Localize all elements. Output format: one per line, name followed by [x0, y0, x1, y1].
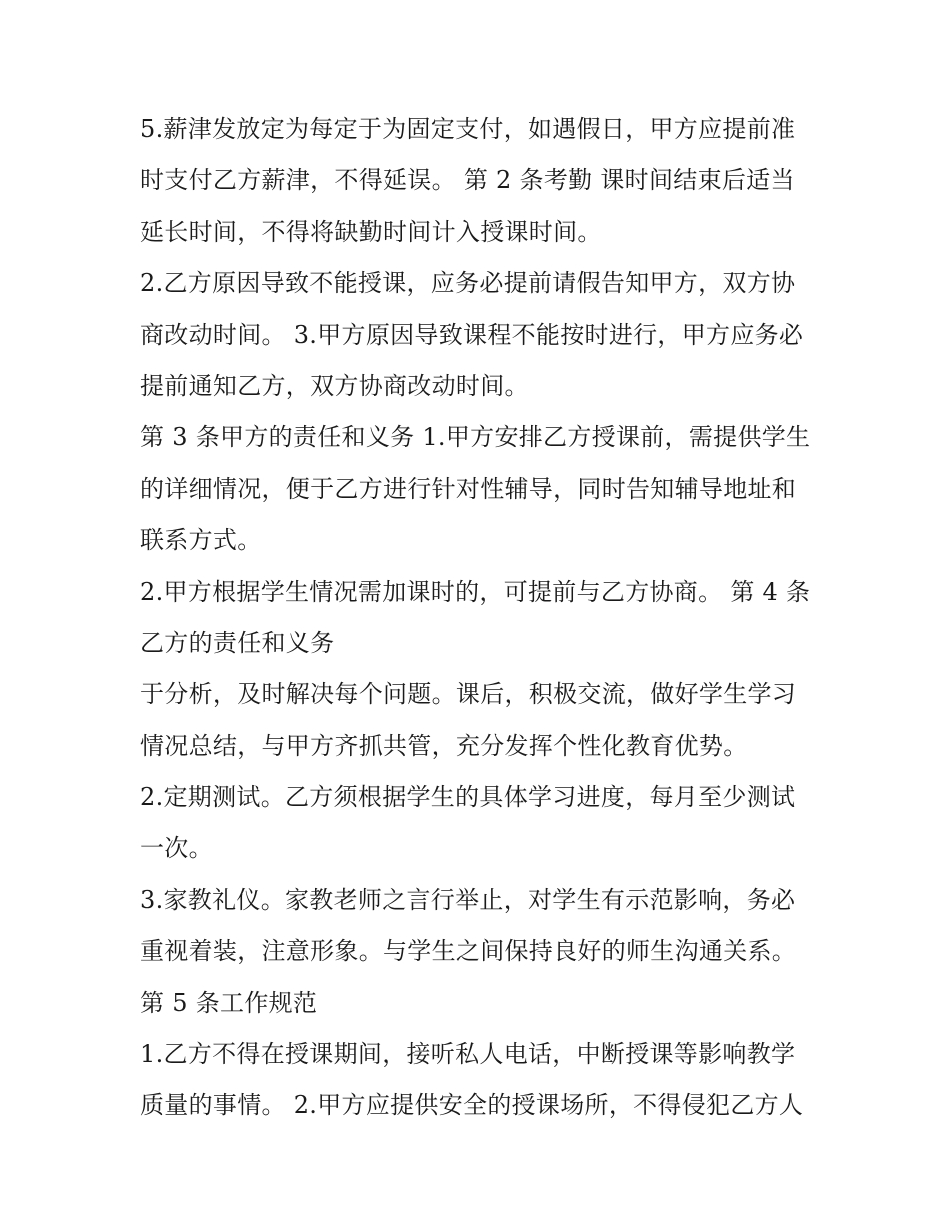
text-line: 延长时间，不得将缺勤时间计入授课时间。: [140, 217, 602, 246]
text-line: 商改动时间。 3.甲方原因导致课程不能按时进行，甲方应务必: [140, 320, 804, 349]
text-line: 2.乙方原因导致不能授课，应务必提前请假告知甲方，双方协: [140, 269, 796, 298]
text-line: 2.甲方根据学生情况需加课时的，可提前与乙方协商。 第 4 条: [140, 577, 811, 606]
text-line: 质量的事情。 2.甲方应提供安全的授课场所，不得侵犯乙方人: [140, 1091, 804, 1120]
text-line: 情况总结，与甲方齐抓共管，充分发挥个性化教育优势。: [140, 731, 748, 760]
text-line: 时支付乙方薪津，不得延误。 第 2 条考勤 课时间结束后适当: [140, 166, 795, 195]
text-line: 乙方的责任和义务: [140, 628, 335, 657]
text-line: 一次。: [140, 834, 213, 863]
text-line: 5.薪津发放定为每定于为固定支付，如遇假日，甲方应提前准: [140, 115, 796, 143]
text-line: 第 5 条工作规范: [140, 988, 318, 1017]
text-line: 提前通知乙方，双方协商改动时间。: [140, 371, 529, 400]
text-line: 的详细情况，便于乙方进行针对性辅导，同时告知辅导地址和: [140, 474, 797, 503]
text-line: 第 3 条甲方的责任和义务 1.甲方安排乙方授课前，需提供学生: [140, 423, 811, 452]
text-line: 2.定期测试。乙方须根据学生的具体学习进度，每月至少测试: [140, 783, 796, 812]
text-line: 1.乙方不得在授课期间，接听私人电话，中断授课等影响教学: [140, 1040, 796, 1069]
text-line: 联系方式。: [140, 526, 262, 555]
document-body: [140, 104, 830, 1132]
text-line: 重视着装，注意形象。与学生之间保持良好的师生沟通关系。: [140, 937, 797, 966]
text-line: 于分析，及时解决每个问题。课后，积极交流，做好学生学习: [140, 680, 797, 709]
text-line: 3.家教礼仪。家教老师之言行举止，对学生有示范影响，务必: [140, 885, 796, 914]
